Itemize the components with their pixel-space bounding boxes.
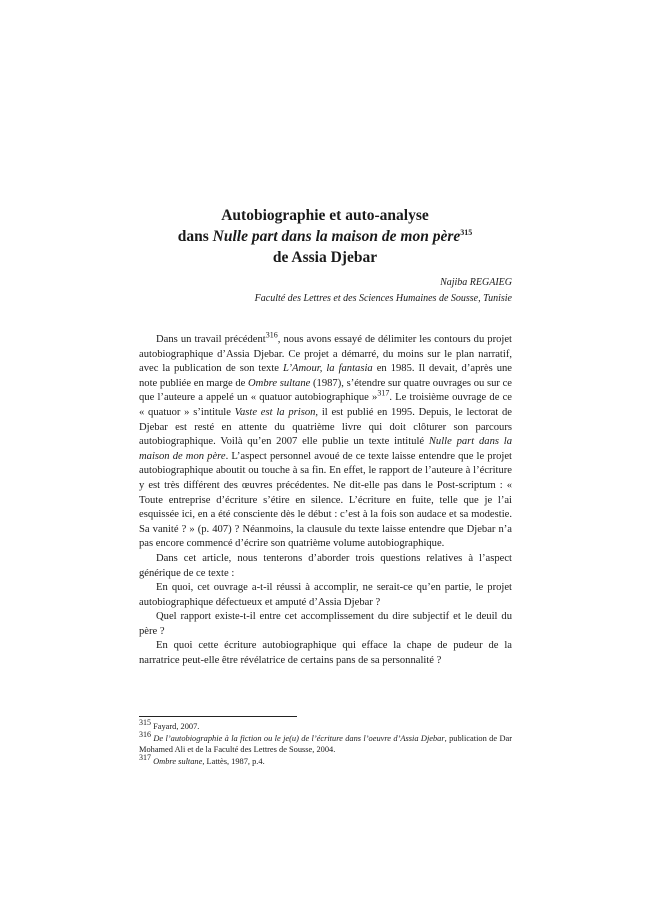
footnote-text: Fayard, 2007. <box>151 722 200 731</box>
text-run: (1987), s’étendre sur quatre ouvrages ou sur ce que l’auteure a appelé un « quatuor autobiographique » <box>139 377 512 404</box>
footnote-316 <box>139 729 513 756</box>
footnote-text: , publication de Dar Mohamed Ali et de la Faculté des Lettres de Sousse, 2004. <box>139 733 513 754</box>
paragraph-4: Quel rapport existe-t-il entre cet accomplissement du dire subjectif et le deuil du père ? <box>139 611 512 637</box>
footnote-number: 317 <box>139 752 151 762</box>
text-run: . L’aspect personnel avoué de ce texte laisse entendre que le projet autobiographique aboutit ou touche à sa fin. En effet, le rapport de l’auteure à l’écriture y est très différent des œuvres précédentes. Ne dit-elle pas dans le Post-scriptum : « Toute entreprise d’écriture s’étire en silence. L’écriture en fuite, telle que je l’ai esquissée ici, en a été consciente dès le début : c’est à la fois son audace et sa modestie. Sa vanité ? » (p. 407) ? Néanmoins, la clausule du texte laisse entendre que Djebar n’a pas encore commencé d’écrire son quatrième volume autobiographique. <box>139 450 512 550</box>
title-line-2 <box>100 226 550 247</box>
footnote-ref-315[interactable]: 315 <box>460 227 473 237</box>
title-line-1: Autobiographie et auto-analyse <box>221 207 429 224</box>
title-line-3: de Assia Djebar <box>272 249 378 266</box>
footnote-divider <box>139 716 297 717</box>
italic-title: Vaste est la prison <box>234 406 316 418</box>
footnote-number: 316 <box>139 729 151 739</box>
text-run: . Le troisième ouvrage de ce « quatuor » s’intitule <box>139 392 512 418</box>
title-book-name: Nulle part dans la maison de mon père <box>212 228 461 245</box>
footnote-italic-title: Ombre sultane <box>151 756 203 766</box>
text-run: Dans un travail précédent <box>156 334 266 345</box>
author-name: Najiba REGAIEG <box>440 277 512 288</box>
author-block <box>255 275 512 307</box>
italic-title: L’Amour, la fantasia <box>283 363 373 375</box>
text-run: , il est publié en 1995. Depuis, le lectorat de Djebar est resté en attente du quatrième livre qui doit clôturer son parcours autobiographique. Voilà qu’en 2007 elle publie un texte intitulé <box>139 406 512 448</box>
footnote-number: 315 <box>139 718 151 728</box>
paragraph-3: En quoi, cet ouvrage a-t-il réussi à accomplir, ne serait-ce qu’en partie, le projet autobiographique défectueux et amputé d’Assia Djebar ? <box>139 582 512 608</box>
italic-title: Nulle part dans la maison de mon père <box>139 436 512 462</box>
footnote-ref-316[interactable]: 316 <box>265 330 278 340</box>
author-affiliation: Faculté des Lettres et des Sciences Humaines de Sousse, Tunisie <box>254 293 512 304</box>
paragraph-5: En quoi cette écriture autobiographique qui efface la chape de pudeur de la narratrice peut-elle être révélatrice de certains pans de sa personnalité ? <box>139 640 512 667</box>
paragraph-1 <box>139 330 513 552</box>
title-prefix: dans <box>177 228 213 245</box>
footnote-text: , Lattès, 1987, p.4. <box>202 756 265 766</box>
footnotes <box>139 718 513 767</box>
article-title <box>100 205 550 268</box>
footnote-italic-title: De l’autobiographie à la fiction ou le je(u) de l’écriture dans l’oeuvre d’Assia Djebar <box>151 733 445 743</box>
text-run: , nous avons essayé de délimiter les contours du projet autobiographique d’Assia Djebar. Ce projet a démarré, du moins sur le plan narratif, avec la publication de son texte <box>139 334 512 375</box>
paragraph-2: Dans cet article, nous tenterons d’aborder trois questions relatives à l’aspect générique de ce texte : <box>139 552 512 579</box>
footnote-315 <box>139 718 512 733</box>
italic-title: Ombre sultane <box>248 377 311 389</box>
footnote-317 <box>139 752 512 768</box>
footnote-ref-317[interactable]: 317 <box>377 388 390 398</box>
body-text <box>139 330 513 669</box>
text-run: en 1985. Il devait, d’après une note publiée en marge de <box>139 363 513 389</box>
